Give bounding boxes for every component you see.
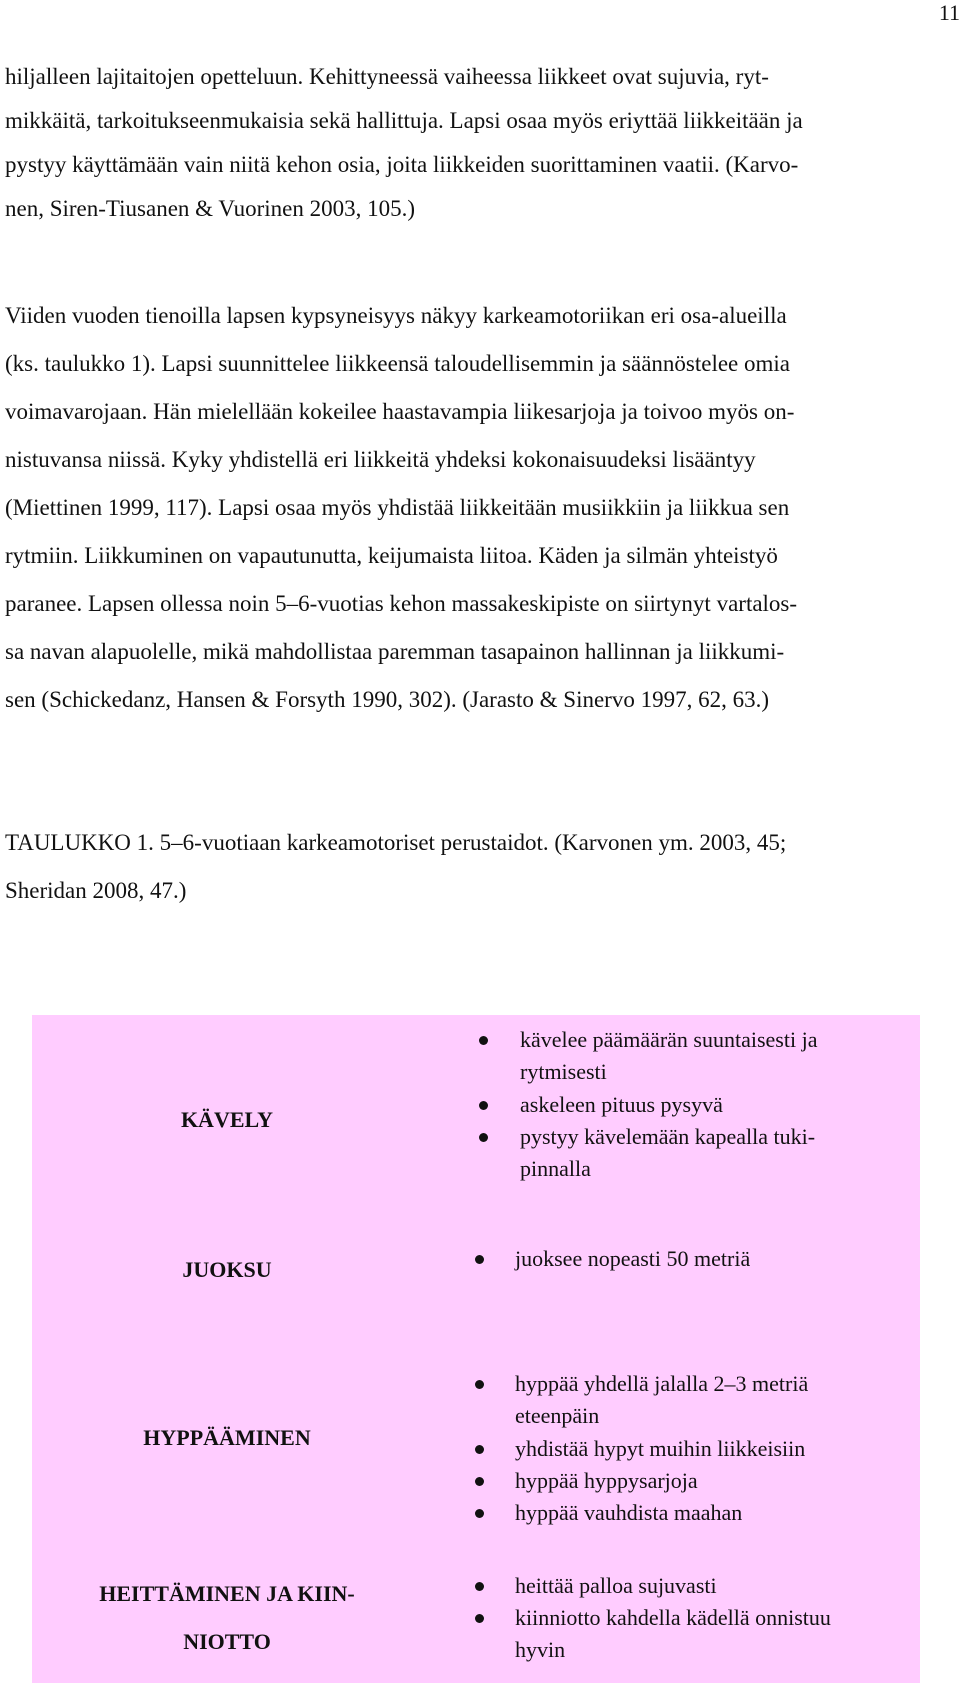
caption-line: Sheridan 2008, 47.) [5,878,187,903]
bullet-icon [475,1509,484,1518]
paragraph-line: Viiden vuoden tienoilla lapsen kypsyneisyys näkyy karkeamotoriikan eri osa-alueilla [5,303,787,328]
paragraph-line: (ks. taulukko 1). Lapsi suunnittelee liikkeensä taloudellisemmin ja säännöstelee omia [5,351,790,376]
caption-line: TAULUKKO 1. 5–6-vuotiaan karkeamotoriset perustaidot. (Karvonen ym. 2003, 45; [5,830,787,855]
bullet-icon [475,1614,484,1623]
bullet-icon [479,1036,488,1045]
list-item: askeleen pituus pysyvä [520,1092,723,1117]
paragraph-line: hiljalleen lajitaitojen opetteluun. Kehittyneessä vaiheessa liikkeet ovat sujuvia, ryt- [5,64,769,89]
paragraph-line: voimavarojaan. Hän mielellään kokeilee haastavampia liikesarjoja ja toivoo myös on- [5,399,795,424]
paragraph-line: nen, Siren-Tiusanen & Vuorinen 2003, 105.) [5,196,416,221]
list-item: pystyy kävelemään kapealla tuki- [520,1124,816,1149]
bullet-icon [475,1477,484,1486]
list-item: heittää palloa sujuvasti [515,1573,717,1598]
paragraph-line: paranee. Lapsen ollessa noin 5–6-vuotias kehon massakeskipiste on siirtynyt vartalos- [5,591,798,616]
list-item-continuation: hyvin [515,1637,566,1662]
list-item: hyppää yhdellä jalalla 2–3 metriä [515,1371,809,1396]
list-item: hyppää vauhdista maahan [515,1500,743,1525]
row-label: HEITTÄMINEN JA KIIN- [99,1581,355,1606]
list-item: yhdistää hypyt muihin liikkeisiin [515,1436,806,1461]
paragraph-line: sen (Schickedanz, Hansen & Forsyth 1990, 302). (Jarasto & Sinervo 1997, 62, 63.) [5,687,769,712]
skills-table [32,1015,920,1683]
paragraph-line: pystyy käyttämään vain niitä kehon osia, joita liikkeiden suorittaminen vaatii. (Karvo- [5,152,799,177]
row-label-continuation: NIOTTO [183,1629,271,1654]
list-item: kävelee päämäärän suuntaisesti ja [520,1027,818,1052]
bullet-icon [475,1380,484,1389]
page-number: 11 [938,0,960,25]
list-item-continuation: eteenpäin [515,1403,600,1428]
list-item-continuation: pinnalla [520,1156,591,1181]
bullet-icon [475,1255,484,1264]
bullet-icon [479,1133,488,1142]
bullet-icon [475,1445,484,1454]
row-label: KÄVELY [180,1107,274,1132]
list-item: juoksee nopeasti 50 metriä [515,1246,751,1271]
bullet-icon [475,1582,484,1591]
list-item-continuation: rytmisesti [520,1059,607,1084]
paragraph-line: mikkäitä, tarkoitukseenmukaisia sekä hallittuja. Lapsi osaa myös eriyttää liikkeitään ja [5,108,803,133]
list-item: hyppää hyppysarjoja [515,1468,698,1493]
paragraph-line: nistuvansa niissä. Kyky yhdistellä eri liikkeitä yhdeksi kokonaisuudeksi lisääntyy [5,447,756,472]
paragraph-line: (Miettinen 1999, 117). Lapsi osaa myös yhdistää liikkeitään musiikkiin ja liikkua sen [5,495,790,520]
paragraph-line: sa navan alapuolelle, mikä mahdollistaa paremman tasapainon hallinnan ja liikkumi- [5,639,785,664]
list-item: kiinniotto kahdella kädellä onnistuu [515,1605,831,1630]
paragraph-line: rytmiin. Liikkuminen on vapautunutta, keijumaista liitoa. Käden ja silmän yhteistyö [5,543,778,568]
bullet-icon [479,1101,488,1110]
row-label: HYPPÄÄMINEN [143,1425,311,1450]
row-label: JUOKSU [182,1257,272,1282]
